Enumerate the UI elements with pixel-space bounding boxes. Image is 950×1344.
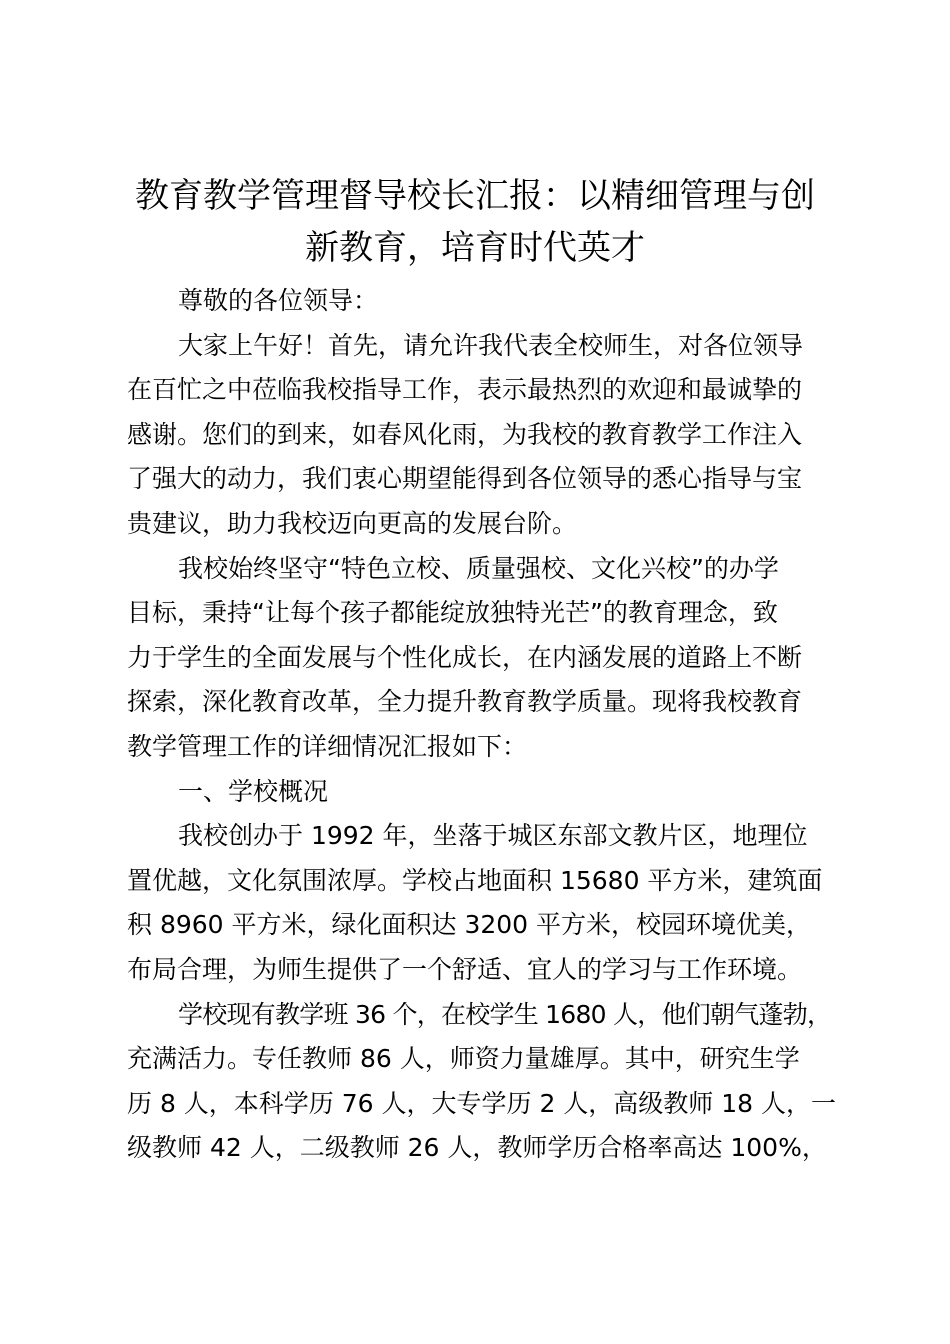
- paragraph-line: 我校创办于 1992 年，坐落于城区东部文教片区，地理位: [178, 821, 808, 851]
- paragraph-line: 目标，秉持“让每个孩子都能绽放独特光芒”的教育理念，致: [127, 598, 778, 628]
- paragraph-line: 教学管理工作的详细情况汇报如下：: [127, 731, 528, 761]
- paragraph-line: 我校始终坚守“特色立校、质量强校、文化兴校”的办学: [178, 553, 779, 583]
- paragraph-line: 探索，深化教育改革，全力提升教育教学质量。现将我校教育: [127, 687, 803, 717]
- title-line-1: 教育教学管理督导校长汇报：以精细管理与创: [135, 176, 815, 216]
- document-body: [127, 279, 837, 1171]
- paragraph-line: 了强大的动力，我们衷心期望能得到各位领导的悉心指导与宝: [127, 464, 803, 494]
- paragraph-line: 在百忙之中莅临我校指导工作，表示最热烈的欢迎和最诚挚的: [127, 375, 803, 405]
- paragraph-line: 历 8 人，本科学历 76 人，大专学历 2 人，高级教师 18 人，一: [127, 1088, 837, 1118]
- paragraph-line: 级教师 42 人，二级教师 26 人，教师学历合格率高达 100%，: [127, 1133, 827, 1163]
- paragraph-line: 大家上午好！首先，请允许我代表全校师生，对各位领导: [178, 330, 804, 360]
- paragraph-line: 积 8960 平方米，绿化面积达 3200 平方米，校园环境优美，: [127, 910, 812, 940]
- salutation: 尊敬的各位领导：: [178, 286, 379, 315]
- paragraph-line: 力于学生的全面发展与个性化成长，在内涵发展的道路上不断: [127, 642, 803, 672]
- paragraph-line: 感谢。您们的到来，如春风化雨，为我校的教育教学工作注入: [127, 419, 803, 449]
- paragraph-line: 充满活力。专任教师 86 人，师资力量雄厚。其中，研究生学: [127, 1044, 800, 1074]
- paragraph-line: 置优越，文化氛围浓厚。学校占地面积 15680 平方米，建筑面: [127, 865, 823, 895]
- paragraph-line: 学校现有教学班 36 个，在校学生 1680 人，他们朝气蓬勃，: [178, 999, 832, 1029]
- paragraph-line: 布局合理，为师生提供了一个舒适、宜人的学习与工作环境。: [127, 954, 803, 984]
- section-heading: 一、学校概况: [178, 776, 329, 806]
- paragraph-line: 贵建议，助力我校迈向更高的发展台阶。: [127, 508, 578, 538]
- document-title: [100, 170, 850, 274]
- title-line-2: 新教育，培育时代英才: [305, 228, 645, 268]
